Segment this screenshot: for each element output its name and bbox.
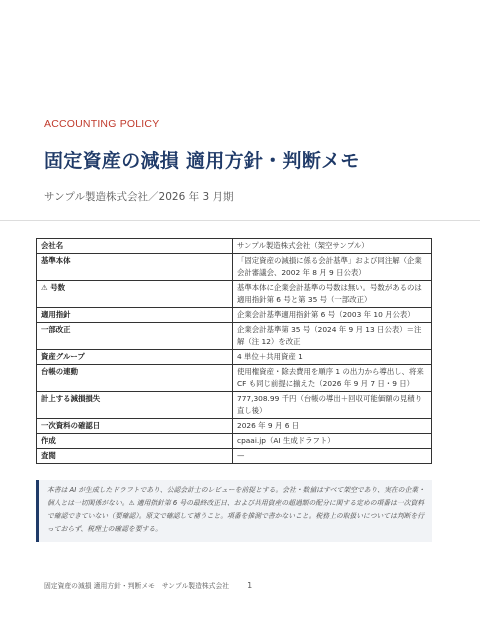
table-row: [37, 365, 432, 392]
row-value: 基準本体に企業会計基準の号数は無い。号数があるのは適用指針第 6 号と第 35 号（一部改正）: [233, 281, 432, 308]
row-key: 一部改正: [37, 323, 233, 350]
row-value: cpaai.jp（AI 生成ドラフト）: [233, 434, 432, 449]
row-key: 作成: [37, 434, 233, 449]
row-value: 2026 年 9 月 6 日: [233, 419, 432, 434]
page-number: 1: [247, 581, 253, 590]
policy-eyebrow: ACCOUNTING POLICY: [44, 118, 160, 130]
table-row: [37, 308, 432, 323]
table-row: [37, 254, 432, 281]
table-row: [37, 419, 432, 434]
table-row: [37, 434, 432, 449]
row-value: 「固定資産の減損に係る会計基準」および同注解（企業会計審議会、2002 年 8 月 9 日公表）: [233, 254, 432, 281]
header-divider: [0, 220, 480, 221]
row-key: 適用指針: [37, 308, 233, 323]
row-key: 基準本体: [37, 254, 233, 281]
table-row: [37, 323, 432, 350]
row-value: 企業会計基準適用指針第 6 号（2003 年 10 月公表）: [233, 308, 432, 323]
table-row: [37, 392, 432, 419]
page-title: 固定資産の減損 適用方針・判断メモ: [44, 150, 360, 172]
row-value: —: [233, 449, 432, 464]
row-key: 会社名: [37, 239, 233, 254]
row-value: サンプル製造株式会社（架空サンプル）: [233, 239, 432, 254]
row-key: 査閲: [37, 449, 233, 464]
row-key: 一次資料の確認日: [37, 419, 233, 434]
row-key: 資産グループ: [37, 350, 233, 365]
row-key: 台帳の連動: [37, 365, 233, 392]
table-row: [37, 449, 432, 464]
info-table: [36, 238, 432, 464]
row-key: ⚠ 号数: [37, 281, 233, 308]
row-value: 企業会計基準第 35 号（2024 年 9 月 13 日公表）＝注解（注 12）を改正: [233, 323, 432, 350]
table-row: [37, 350, 432, 365]
disclaimer-note: 本書は AI が生成したドラフトであり、公認会計士のレビューを前提とする。会社・数値はすべて架空であり、実在の企業・個人とは一切関係がない。⚠ 適用指針第 6 号の最終改正日、および共用資産の超過額の配分に関する定めの項番は一次資料で確認できていない（要確認）。原文で確認して補うこと。項番を推測で書かないこと。税務上の取扱いについては判断を行っておらず、税理士の確認を要する。: [36, 480, 432, 542]
row-key: 計上する減損損失: [37, 392, 233, 419]
table-row: [37, 281, 432, 308]
row-value: 使用権資産・除去費用を順序 1 の出力から導出し、将来 CF も同じ前提に揃えた（2026 年 9 月 7 日・9 日）: [233, 365, 432, 392]
row-value: 4 単位＋共用資産 1: [233, 350, 432, 365]
row-value: 777,308.99 千円（台帳の導出＋回収可能価額の見積り直し後）: [233, 392, 432, 419]
page-subtitle: サンプル製造株式会社／2026 年 3 月期: [44, 191, 234, 203]
page-footer: [44, 580, 252, 590]
footer-text: 固定資産の減損 適用方針・判断メモ サンプル製造株式会社: [44, 582, 230, 590]
table-row: [37, 239, 432, 254]
